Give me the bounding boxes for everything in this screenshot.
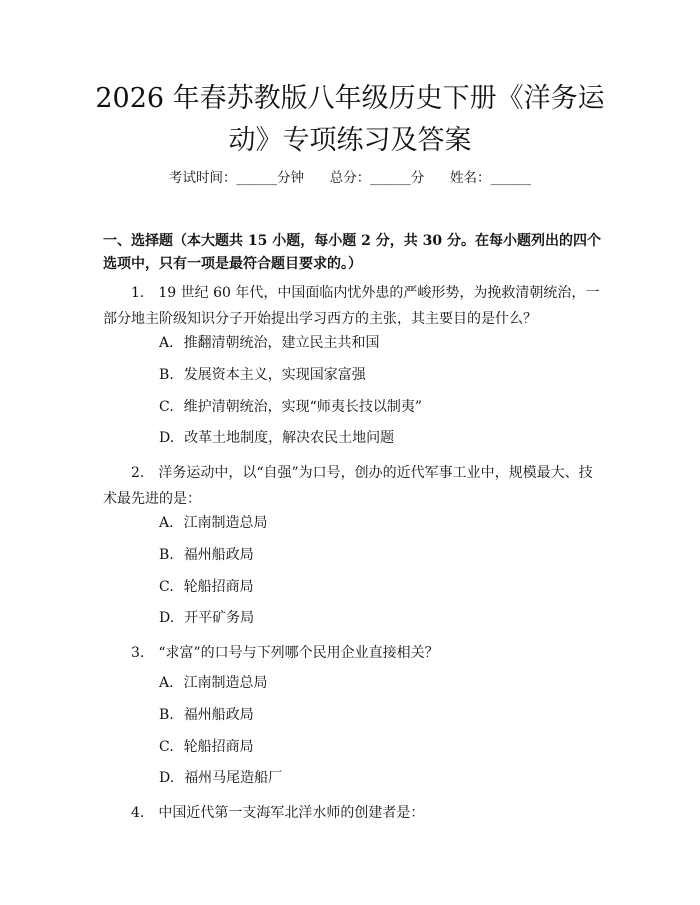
exam-info-line: 考试时间：______分钟 总分：______分 姓名：______ <box>169 170 531 186</box>
option-letter: D. <box>159 610 175 626</box>
question-2-option-d <box>159 608 254 628</box>
title-line-2: 动》专项练习及答案 <box>228 125 472 156</box>
option-letter: C. <box>159 579 174 595</box>
option-text: 维护清朝统治，实现“师夷长技以制夷” <box>183 399 422 415</box>
question-number: 1. <box>131 285 145 301</box>
question-2-option-a <box>159 513 268 533</box>
option-text: 福州船政局 <box>183 707 254 723</box>
question-1 <box>103 280 603 332</box>
title-line-1: 2026 年春苏教版八年级历史下册《洋务运 <box>95 83 605 114</box>
question-number: 2. <box>131 465 145 481</box>
question-3-option-a <box>159 673 268 693</box>
option-text: 发展资本主义，实现国家富强 <box>183 367 366 383</box>
option-letter: A. <box>159 515 174 531</box>
option-letter: C. <box>159 399 174 415</box>
question-text: 中国近代第一支海军北洋水师的创建者是： <box>158 805 425 821</box>
question-number: 4. <box>131 805 145 821</box>
question-3-option-d <box>159 768 282 788</box>
option-text: 开平矿务局 <box>184 610 255 626</box>
question-4 <box>103 800 603 826</box>
question-1-option-b <box>159 365 366 385</box>
option-letter: A. <box>159 335 174 351</box>
option-text: 轮船招商局 <box>183 739 254 755</box>
question-1-option-c <box>159 397 422 417</box>
option-text: 江南制造总局 <box>183 515 268 531</box>
option-letter: B. <box>159 707 174 723</box>
question-2 <box>103 460 603 512</box>
page-title <box>60 78 640 162</box>
option-letter: A. <box>159 675 174 691</box>
option-letter: D. <box>159 770 175 786</box>
option-text: 福州船政局 <box>183 547 254 563</box>
option-text: 福州马尾造船厂 <box>184 770 283 786</box>
question-1-option-a <box>159 333 380 353</box>
question-text: “求富”的口号与下列哪个民用企业直接相关？ <box>158 645 439 661</box>
question-3-option-c <box>159 737 254 757</box>
option-letter: C. <box>159 739 174 755</box>
question-2-option-b <box>159 545 254 565</box>
question-text: 洋务运动中，以“自强”为口号，创办的近代军事工业中，规模最大、技术最先进的是： <box>103 465 593 507</box>
question-1-option-d <box>159 428 394 448</box>
option-text: 推翻清朝统治，建立民主共和国 <box>183 335 380 351</box>
question-2-option-c <box>159 577 254 597</box>
question-3-option-b <box>159 705 254 725</box>
option-letter: B. <box>159 547 174 563</box>
section-heading: 一、选择题（本大题共 15 小题，每小题 2 分，共 30 分。在每小题列出的四个选项中，只有一项是最符合题目要求的。） <box>103 233 601 272</box>
question-3 <box>103 640 603 666</box>
option-letter: D. <box>159 430 175 446</box>
option-letter: B. <box>159 367 174 383</box>
option-text: 改革土地制度，解决农民土地问题 <box>184 430 395 446</box>
option-text: 江南制造总局 <box>183 675 268 691</box>
option-text: 轮船招商局 <box>183 579 254 595</box>
question-text: 19 世纪 60 年代，中国面临内忧外患的严峻形势，为挽救清朝统治，一部分地主阶级知识分子开始提出学习西方的主张，其主要目的是什么？ <box>103 285 600 327</box>
question-number: 3. <box>131 645 145 661</box>
